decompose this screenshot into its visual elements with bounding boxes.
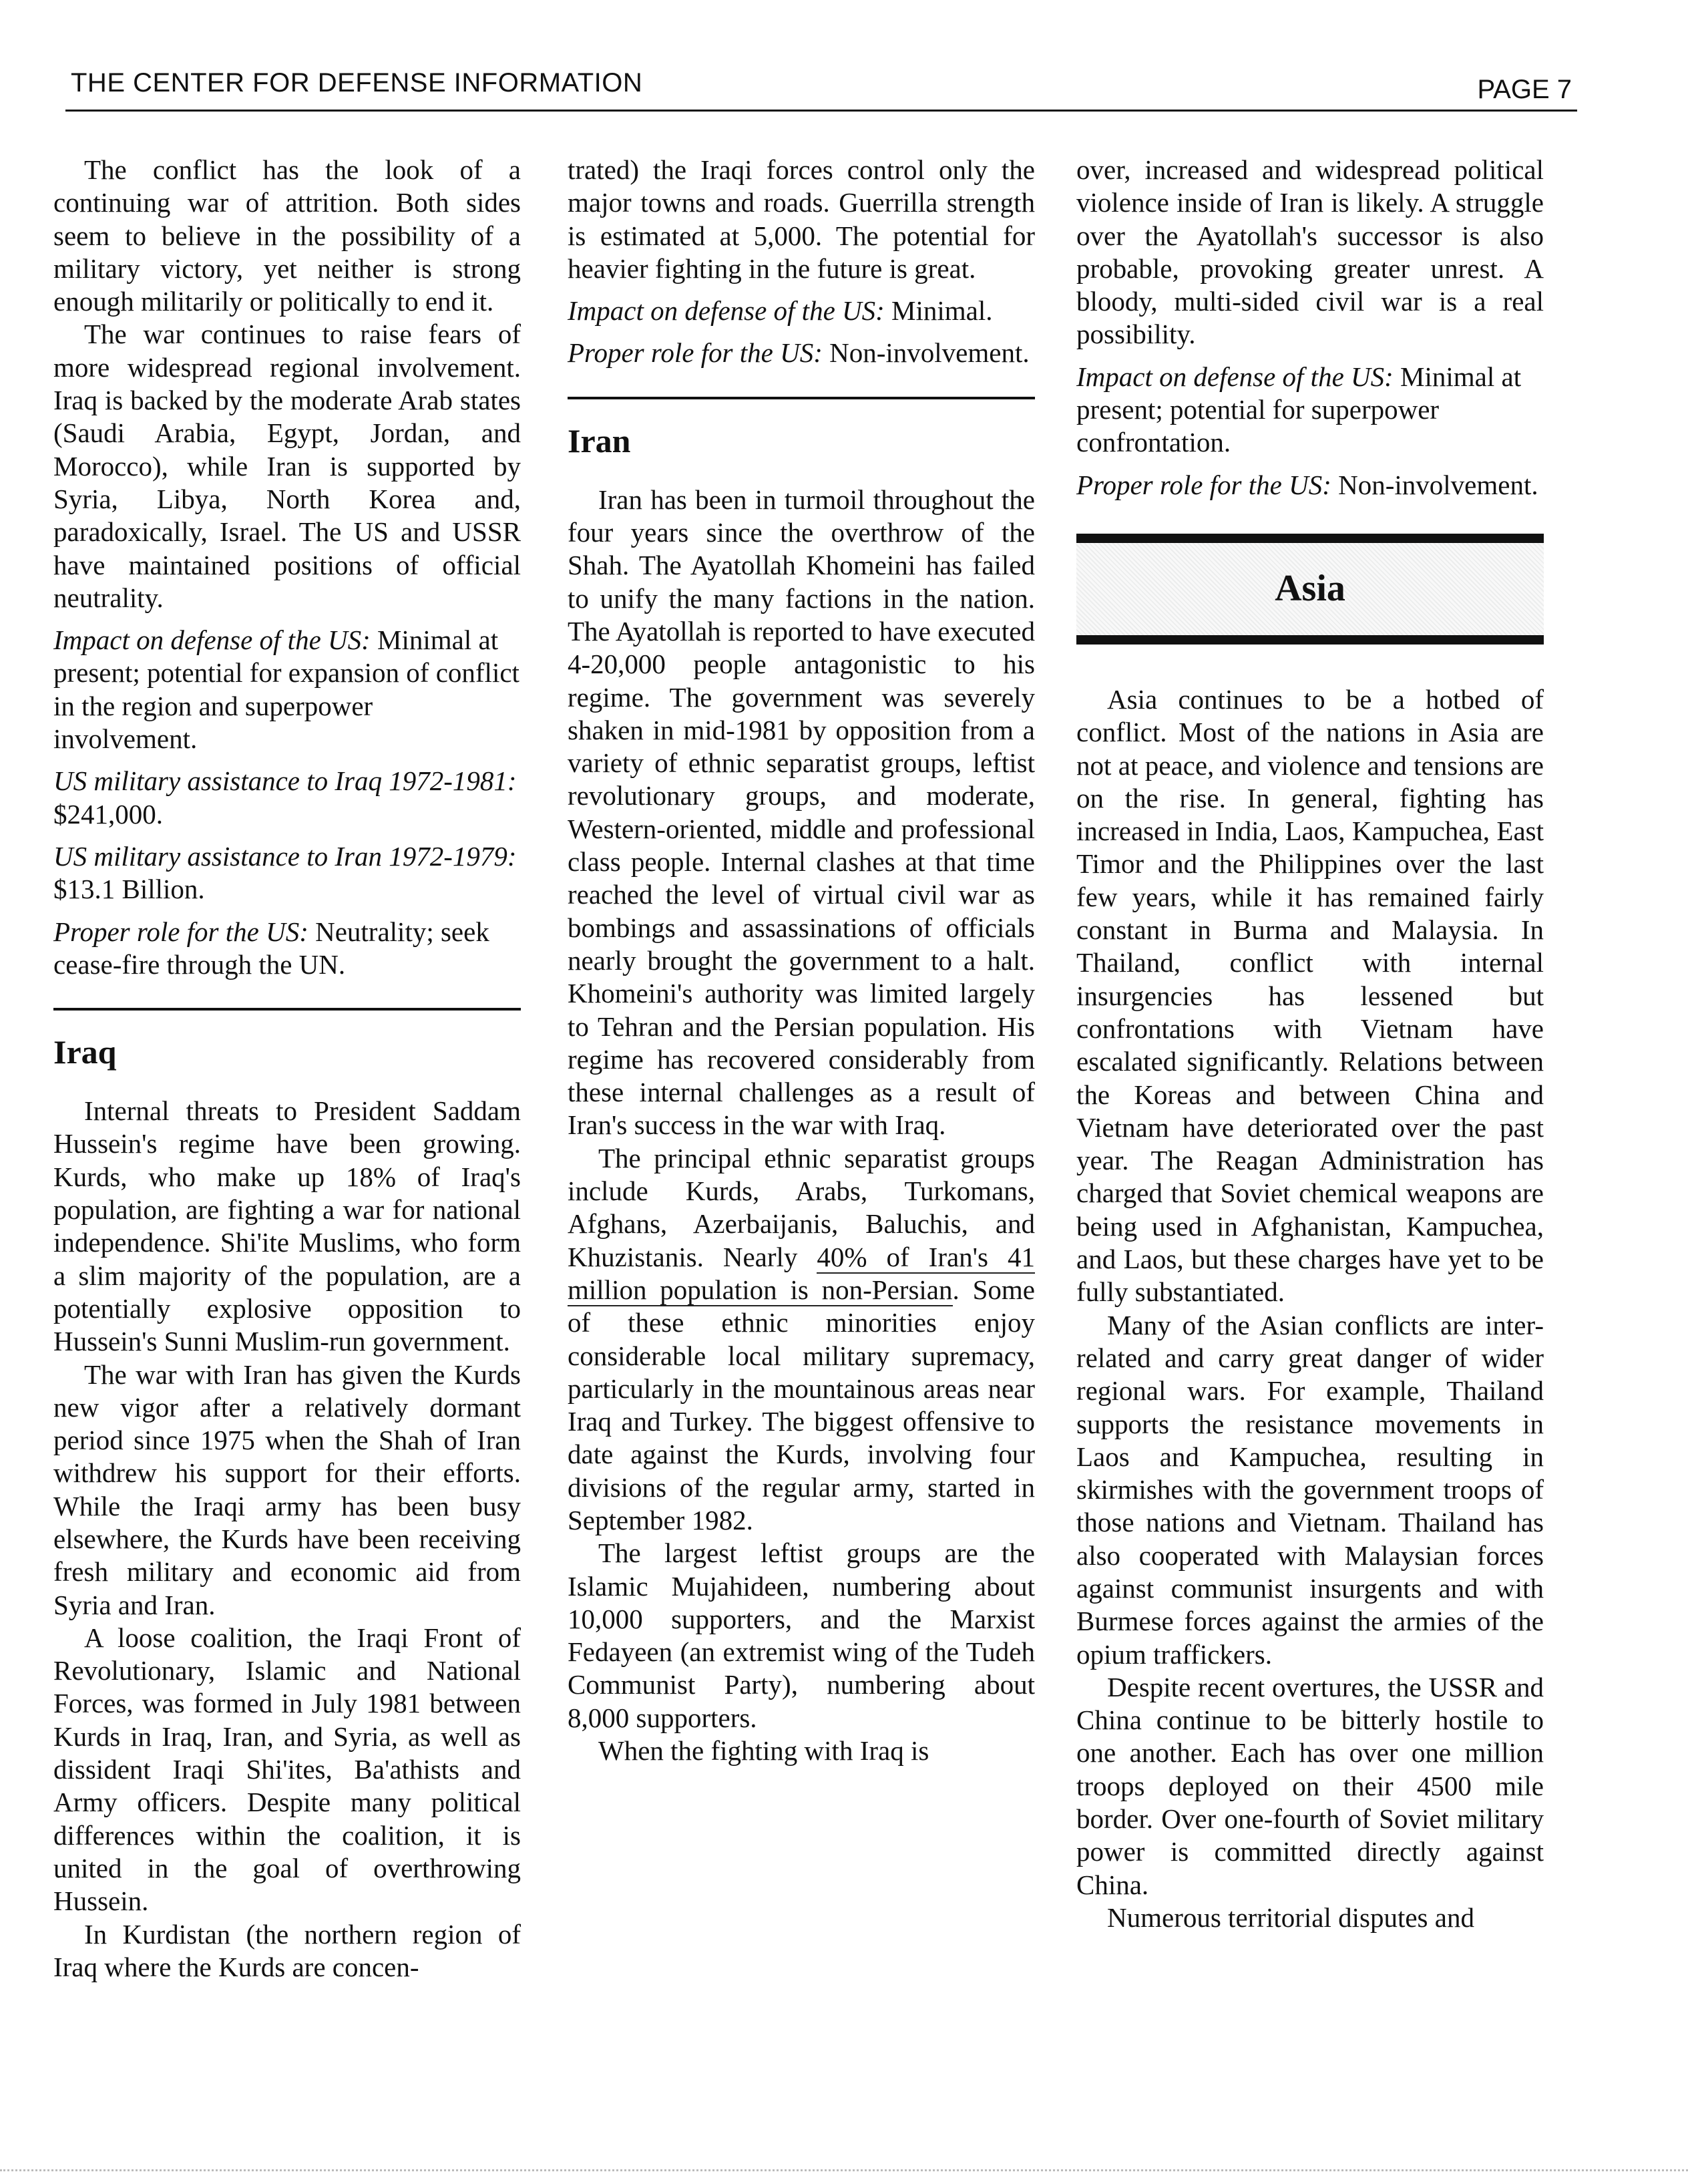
- paragraph: In Kurdistan (the northern region of Iraq where the Kurds are concen-: [53, 1918, 521, 1982]
- paragraph: The largest leftist groups are the Islamic Mujahideen, numbering about 10,000 supporters, and the Marxist Fedayeen (an extremist wing of the Tudeh Communist Party), numbering about 8,000 supporters.: [568, 1537, 1035, 1733]
- section-banner-asia: [1076, 534, 1544, 645]
- section-title-iraq: Iraq: [53, 1033, 117, 1071]
- impact-statement: [53, 624, 521, 755]
- aid-iran-label: US military assistance to Iran 1972-1979:: [53, 840, 517, 872]
- column-2: [568, 154, 1035, 1767]
- role-text: Non-involvement.: [1331, 469, 1538, 500]
- impact-text: Minimal at present; potential for superpower confrontation.: [1076, 361, 1522, 458]
- paragraph: The war with Iran has given the Kurds new vigor after a relatively dormant period since 1975 when the Shah of Iran withdrew his support for their efforts. While the Iraqi army has been busy elsewhere, the Kurds have been receiving fresh military and economic aid from Syria and Iran.: [53, 1358, 521, 1620]
- scan-edge: [0, 2169, 1688, 2171]
- publication-name: THE CENTER FOR DEFENSE INFORMATION: [71, 68, 643, 98]
- paragraph: Internal threats to President Saddam Hussein's regime have been growing. Kurds, who make up 18% of Iraq's population, are fighting a war for national independence. Shi'ite Muslims, who form a slim majority of the population, are a potentially explosive opposition to Hussein's Sunni Muslim-run government.: [53, 1095, 521, 1357]
- paragraph: The conflict has the look of a continuing war of attrition. Both sides seem to believe in the possibility of a military victory, yet neither is strong enough militarily or politically to end it.: [53, 154, 521, 317]
- impact-label: Impact on defense of the US:: [1076, 361, 1394, 392]
- paragraph: trated) the Iraqi forces control only the major towns and roads. Guerrilla strength is estimated at 5,000. The potential for heavier fighting in the future is great.: [568, 154, 1035, 284]
- paragraph: Numerous territorial disputes and: [1107, 1901, 1474, 1933]
- impact-label: Impact on defense of the US:: [568, 295, 885, 327]
- paragraph: When the fighting with Iraq is: [598, 1735, 929, 1767]
- aid-iran-statement: [53, 840, 521, 906]
- page-number: PAGE 7: [1477, 75, 1572, 104]
- page-header: [65, 64, 1577, 112]
- aid-iran-value: $13.1 Billion.: [53, 874, 205, 905]
- column-1: [53, 154, 521, 1984]
- role-text: Neutrality; seek cease-fire through the UN.: [53, 916, 489, 980]
- aid-iraq-value: $241,000.: [53, 798, 163, 830]
- paragraph: The war continues to raise fears of more widespread regional involvement. Iraq is backed by the moderate Arab states (Saudi Arabia, Egypt, Jordan, and Morocco), while Iran is supported by Syria, Libya, North Korea and, paradoxically, Israel. The US and USSR have maintained positions of official neutrality.: [53, 319, 521, 613]
- text-run: The principal ethnic separatist groups include Kurds, Arabs, Turkomans, Afghans, Azerbaijanis, Baluchis, and Khuzistanis. Nearly: [568, 1142, 1035, 1272]
- aid-iraq-label: US military assistance to Iraq 1972-1981:: [53, 765, 517, 797]
- role-label: Proper role for the US:: [53, 916, 308, 947]
- role-statement: [53, 916, 521, 982]
- aid-iraq-statement: [53, 765, 521, 831]
- section-title-asia: Asia: [1275, 567, 1345, 609]
- paragraph: Despite recent overtures, the USSR and China continue to be bitterly hostile to one another. Each has over one million troops deployed on their 4500 mile border. Over one-fourth of Soviet military power is committed directly against China.: [1076, 1671, 1544, 1900]
- impact-text: Minimal at present; potential for expansion of conflict in the region and superpower involvement.: [53, 624, 519, 755]
- impact-statement: [568, 295, 1035, 327]
- section-title-iran: Iran: [568, 421, 631, 460]
- paragraph: A loose coalition, the Iraqi Front of Revolutionary, Islamic and National Forces, was formed in July 1981 between Kurds in Iraq, Iran, and Syria, as well as dissident Iraqi Shi'ites, Ba'athists and Army officers. Despite many political differences within the coalition, it is united in the goal of overthrowing Hussein.: [53, 1622, 521, 1917]
- impact-statement: [1076, 361, 1544, 460]
- impact-text: Minimal.: [884, 295, 993, 327]
- role-statement: [1076, 469, 1544, 502]
- role-text: Non-involvement.: [822, 337, 1030, 369]
- paragraph: over, increased and widespread political violence inside of Iran is likely. A struggle over the Ayatollah's successor is also probable, provoking greater unrest. A bloody, multi-sided civil war is a real possibility.: [1076, 154, 1544, 350]
- text-run: . Some of these ethnic minorities enjoy considerable local military supremacy, particularly in the mountainous areas near Iraq and Turkey. The biggest offensive to date against the Kurds, involving four divisions of the regular army, started in September 1982.: [568, 1274, 1035, 1535]
- section-divider: [568, 397, 1035, 399]
- column-3: [1076, 154, 1544, 1934]
- paragraph: [568, 1142, 1035, 1537]
- role-label: Proper role for the US:: [1076, 469, 1331, 500]
- impact-label: Impact on defense of the US:: [53, 624, 371, 656]
- paragraph: Iran has been in turmoil throughout the four years since the overthrow of the Shah. The Ayatollah Khomeini has failed to unify the many factions in the nation. The Ayatollah is reported to have executed 4-20,000 people antagonistic to his regime. The government was severely shaken in mid-1981 by opposition from a variety of ethnic separatist groups, leftist revolutionary groups, and moderate, Western-oriented, middle and professional class people. Internal clashes at that time reached the level of virtual civil war as bombings and assassinations of officials nearly brought the government to a halt. Khomeini's authority was limited largely to Tehran and the Persian population. His regime has recovered considerably from these internal challenges as a result of Iran's success in the war with Iraq.: [568, 484, 1035, 1141]
- section-divider: [53, 1008, 521, 1011]
- paragraph: Asia continues to be a hotbed of conflict. Most of the nations in Asia are not at peace, and violence and tensions are on the rise. In general, fighting has increased in India, Laos, Kampuchea, East Timor and the Philippines over the last few years, while it has remained fairly constant in Burma and Malaysia. In Thailand, conflict with internal insurgencies has lessened but confrontations with Vietnam have escalated significantly. Relations between the Koreas and between China and Vietnam have deteriorated over the past year. The Reagan Administration has charged that Soviet chemical weapons are being used in Afghanistan, Kampuchea, and Laos, but these charges have yet to be fully substantiated.: [1076, 683, 1544, 1308]
- paragraph: Many of the Asian conflicts are inter-related and carry great danger of wider regional wars. For example, Thailand supports the resistance movements in Laos and Kampuchea, resulting in skirmishes with the government troops of those nations and Vietnam. Thailand has also cooperated with Malaysian forces against communist insurgents and with Burmese forces against the armies of the opium traffickers.: [1076, 1309, 1544, 1670]
- role-label: Proper role for the US:: [568, 337, 823, 369]
- role-statement: [568, 337, 1035, 369]
- underlined-text: 40% of Iran's 41 million population is non-Persian: [568, 1241, 1036, 1305]
